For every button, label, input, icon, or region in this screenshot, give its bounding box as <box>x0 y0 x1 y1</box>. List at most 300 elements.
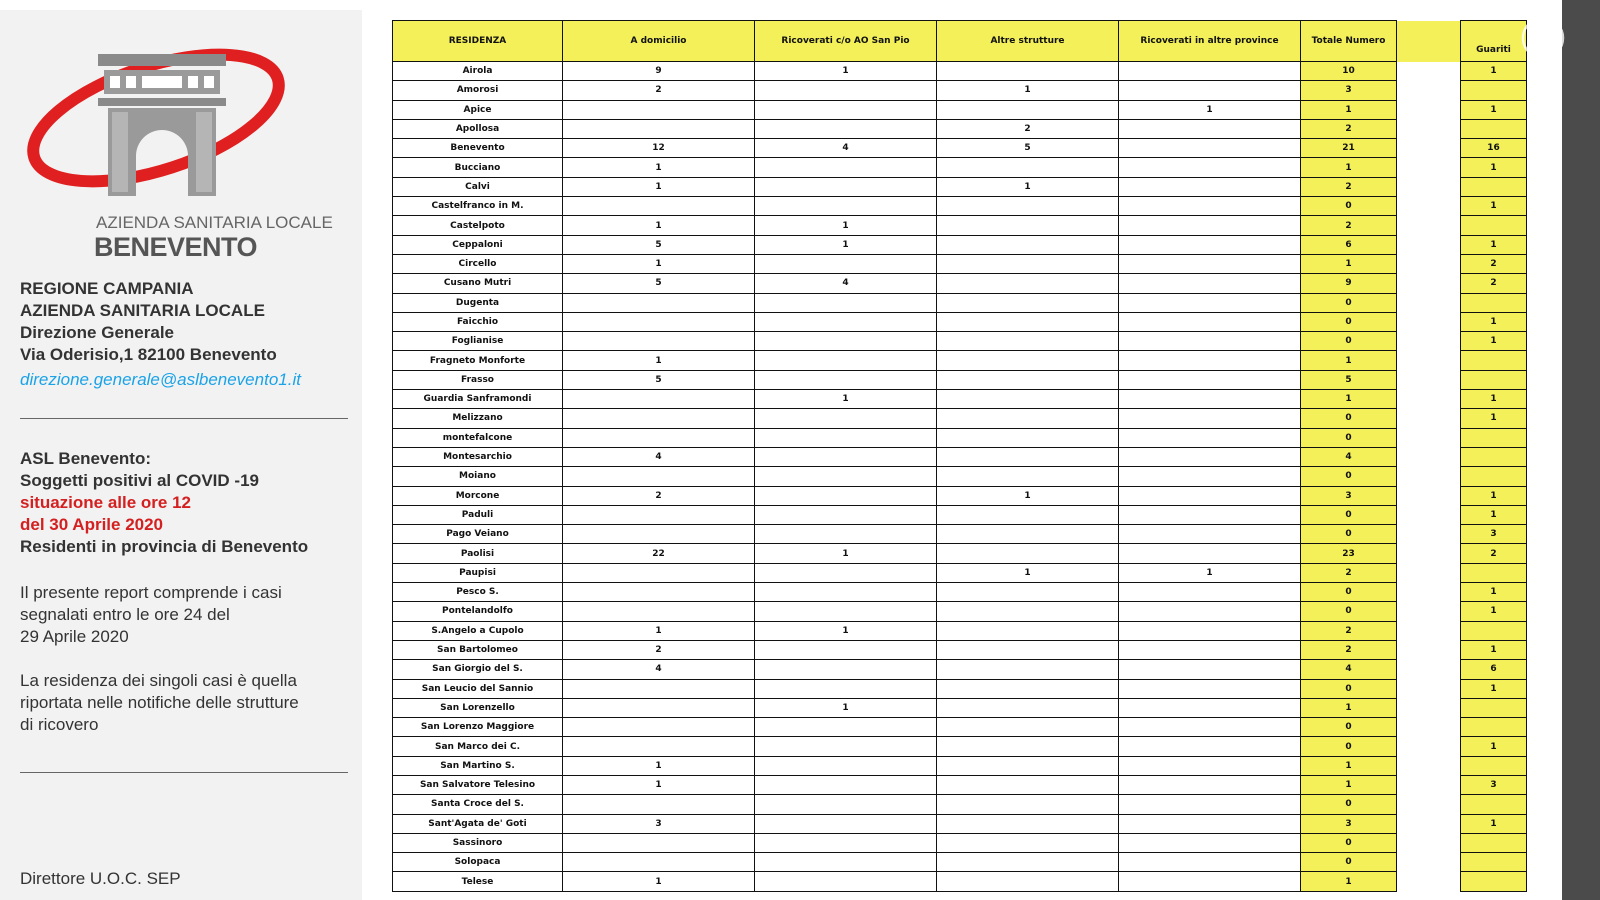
cell-totale: 9 <box>1301 274 1397 293</box>
note-line: segnalati entro le ore 24 del <box>20 605 230 624</box>
cell-ricoverati-ao <box>755 409 937 428</box>
svg-text:58: 58 <box>1529 26 1557 50</box>
cell-gap <box>1397 583 1461 602</box>
table-row <box>393 177 1527 196</box>
cell-altre-province <box>1119 351 1301 370</box>
cell-guariti: 1 <box>1461 409 1527 428</box>
cell-altre-strutture <box>937 583 1119 602</box>
cell-domicilio: 5 <box>563 274 755 293</box>
cell-gap <box>1397 718 1461 737</box>
header-domicilio: A domicilio <box>563 21 755 62</box>
cell-altre-strutture <box>937 872 1119 891</box>
scrollbar-track[interactable] <box>1562 0 1600 900</box>
situation-line: ASL Benevento: <box>20 449 151 468</box>
cell-gap <box>1397 698 1461 717</box>
cell-totale: 3 <box>1301 81 1397 100</box>
cell-guariti: 3 <box>1461 775 1527 794</box>
cell-altre-province <box>1119 235 1301 254</box>
cell-guariti: 1 <box>1461 390 1527 409</box>
cell-domicilio <box>563 100 755 119</box>
cell-altre-province <box>1119 428 1301 447</box>
cell-ricoverati-ao: 1 <box>755 62 937 81</box>
cell-ricoverati-ao <box>755 737 937 756</box>
cell-ricoverati-ao <box>755 177 937 196</box>
cell-altre-province <box>1119 833 1301 852</box>
cell-residenza: Guardia Sanframondi <box>393 390 563 409</box>
cell-altre-strutture <box>937 718 1119 737</box>
cell-totale: 3 <box>1301 486 1397 505</box>
cell-gap <box>1397 602 1461 621</box>
cell-ricoverati-ao <box>755 525 937 544</box>
cell-altre-province <box>1119 872 1301 891</box>
cell-residenza: Faicchio <box>393 312 563 331</box>
cell-altre-strutture <box>937 428 1119 447</box>
cell-residenza: Benevento <box>393 139 563 158</box>
cell-totale: 0 <box>1301 795 1397 814</box>
table-row <box>393 563 1527 582</box>
cell-residenza: Pesco S. <box>393 583 563 602</box>
cell-guariti <box>1461 370 1527 389</box>
cell-altre-strutture <box>937 853 1119 872</box>
cell-altre-province: 1 <box>1119 563 1301 582</box>
table-row <box>393 197 1527 216</box>
residence-note <box>20 670 299 736</box>
cell-gap <box>1397 216 1461 235</box>
cell-totale: 0 <box>1301 583 1397 602</box>
table-row <box>393 409 1527 428</box>
cell-totale: 1 <box>1301 158 1397 177</box>
cell-gap <box>1397 119 1461 138</box>
cell-totale: 1 <box>1301 254 1397 273</box>
cell-residenza: Telese <box>393 872 563 891</box>
cell-ricoverati-ao <box>755 197 937 216</box>
cell-guariti <box>1461 718 1527 737</box>
cell-guariti: 1 <box>1461 235 1527 254</box>
cell-residenza: Paduli <box>393 505 563 524</box>
cell-guariti: 1 <box>1461 737 1527 756</box>
table-row <box>393 370 1527 389</box>
cell-gap <box>1397 139 1461 158</box>
cell-residenza: Melizzano <box>393 409 563 428</box>
cell-altre-province <box>1119 544 1301 563</box>
cell-gap <box>1397 312 1461 331</box>
cell-guariti: 1 <box>1461 332 1527 351</box>
table-row <box>393 602 1527 621</box>
cell-altre-province <box>1119 254 1301 273</box>
cell-totale: 2 <box>1301 621 1397 640</box>
cell-gap <box>1397 447 1461 466</box>
cell-guariti <box>1461 81 1527 100</box>
cell-totale: 3 <box>1301 814 1397 833</box>
cell-domicilio <box>563 293 755 312</box>
cell-residenza: Foglianise <box>393 332 563 351</box>
cell-domicilio <box>563 409 755 428</box>
cell-ricoverati-ao <box>755 312 937 331</box>
cell-domicilio <box>563 428 755 447</box>
cell-ricoverati-ao <box>755 100 937 119</box>
table-row <box>393 467 1527 486</box>
cell-ricoverati-ao <box>755 467 937 486</box>
cell-altre-province <box>1119 775 1301 794</box>
cell-residenza: Ceppaloni <box>393 235 563 254</box>
cell-guariti: 6 <box>1461 660 1527 679</box>
cell-altre-strutture <box>937 679 1119 698</box>
header-altre-strutture: Altre strutture <box>937 21 1119 62</box>
cell-domicilio <box>563 312 755 331</box>
table-row <box>393 679 1527 698</box>
cell-domicilio <box>563 467 755 486</box>
cell-domicilio <box>563 332 755 351</box>
cell-gap <box>1397 467 1461 486</box>
cell-ricoverati-ao <box>755 775 937 794</box>
cell-residenza: Pontelandolfo <box>393 602 563 621</box>
cell-totale: 0 <box>1301 293 1397 312</box>
cell-ricoverati-ao <box>755 119 937 138</box>
table-row <box>393 833 1527 852</box>
address-block <box>20 278 277 366</box>
cell-domicilio <box>563 390 755 409</box>
cell-guariti: 1 <box>1461 486 1527 505</box>
header-guariti: Guariti <box>1461 21 1527 62</box>
cell-residenza: Calvi <box>393 177 563 196</box>
cell-ricoverati-ao: 1 <box>755 544 937 563</box>
cell-ricoverati-ao <box>755 718 937 737</box>
cell-totale: 1 <box>1301 390 1397 409</box>
cell-residenza: Moiano <box>393 467 563 486</box>
cell-gap <box>1397 351 1461 370</box>
cell-domicilio: 12 <box>563 139 755 158</box>
cell-altre-province <box>1119 737 1301 756</box>
cell-ricoverati-ao <box>755 370 937 389</box>
cell-domicilio <box>563 679 755 698</box>
cell-altre-strutture <box>937 640 1119 659</box>
cell-domicilio: 1 <box>563 872 755 891</box>
cell-altre-province <box>1119 505 1301 524</box>
cell-totale: 21 <box>1301 139 1397 158</box>
cell-altre-strutture <box>937 312 1119 331</box>
cell-altre-province <box>1119 795 1301 814</box>
cell-altre-province <box>1119 197 1301 216</box>
cell-guariti: 1 <box>1461 679 1527 698</box>
cell-altre-strutture: 5 <box>937 139 1119 158</box>
cell-altre-province <box>1119 409 1301 428</box>
cell-residenza: Cusano Mutri <box>393 274 563 293</box>
cell-gap <box>1397 660 1461 679</box>
cell-domicilio <box>563 602 755 621</box>
cell-guariti <box>1461 853 1527 872</box>
cell-ricoverati-ao <box>755 833 937 852</box>
cell-residenza: San Salvatore Telesino <box>393 775 563 794</box>
cell-gap <box>1397 100 1461 119</box>
cell-ricoverati-ao <box>755 679 937 698</box>
cell-altre-province <box>1119 602 1301 621</box>
cell-totale: 0 <box>1301 833 1397 852</box>
cell-guariti: 1 <box>1461 583 1527 602</box>
cell-altre-province <box>1119 332 1301 351</box>
table-row <box>393 795 1527 814</box>
cell-totale: 2 <box>1301 563 1397 582</box>
cell-altre-province <box>1119 698 1301 717</box>
cell-domicilio <box>563 583 755 602</box>
cell-altre-strutture <box>937 390 1119 409</box>
header-residenza: RESIDENZA <box>393 21 563 62</box>
table-row <box>393 332 1527 351</box>
cell-domicilio <box>563 737 755 756</box>
cell-residenza: Frasso <box>393 370 563 389</box>
cell-altre-strutture: 2 <box>937 119 1119 138</box>
cell-residenza: Montesarchio <box>393 447 563 466</box>
cell-residenza: Amorosi <box>393 81 563 100</box>
table-row <box>393 254 1527 273</box>
cell-ricoverati-ao <box>755 563 937 582</box>
table-row <box>393 139 1527 158</box>
cell-gap <box>1397 756 1461 775</box>
cell-residenza: San Marco dei C. <box>393 737 563 756</box>
cell-residenza: Castelfranco in M. <box>393 197 563 216</box>
cell-ricoverati-ao <box>755 640 937 659</box>
cell-totale: 1 <box>1301 698 1397 717</box>
table-row <box>393 351 1527 370</box>
table-row <box>393 447 1527 466</box>
cell-residenza: San Bartolomeo <box>393 640 563 659</box>
cell-gap <box>1397 814 1461 833</box>
cell-altre-province <box>1119 158 1301 177</box>
table-row <box>393 621 1527 640</box>
cell-guariti: 1 <box>1461 602 1527 621</box>
cell-guariti <box>1461 467 1527 486</box>
cell-gap <box>1397 293 1461 312</box>
cell-altre-strutture: 1 <box>937 563 1119 582</box>
cell-domicilio: 1 <box>563 177 755 196</box>
cell-totale: 2 <box>1301 216 1397 235</box>
cell-altre-strutture <box>937 197 1119 216</box>
note-line: di ricovero <box>20 715 99 734</box>
cell-altre-strutture <box>937 332 1119 351</box>
cell-residenza: S.Angelo a Cupolo <box>393 621 563 640</box>
cell-domicilio <box>563 853 755 872</box>
cell-gap <box>1397 737 1461 756</box>
cell-totale: 0 <box>1301 197 1397 216</box>
cell-domicilio <box>563 563 755 582</box>
table-header-row <box>393 21 1527 62</box>
table-row <box>393 544 1527 563</box>
cell-altre-strutture <box>937 293 1119 312</box>
cell-residenza: Airola <box>393 62 563 81</box>
cell-ricoverati-ao <box>755 795 937 814</box>
cell-ricoverati-ao: 1 <box>755 698 937 717</box>
cell-guariti: 16 <box>1461 139 1527 158</box>
table-row <box>393 235 1527 254</box>
cell-altre-province <box>1119 312 1301 331</box>
table-row <box>393 274 1527 293</box>
cell-gap <box>1397 853 1461 872</box>
cell-gap <box>1397 872 1461 891</box>
cell-gap <box>1397 177 1461 196</box>
cell-totale: 2 <box>1301 177 1397 196</box>
cell-ricoverati-ao <box>755 486 937 505</box>
cell-ricoverati-ao <box>755 505 937 524</box>
cell-residenza: Sassinoro <box>393 833 563 852</box>
table-row <box>393 390 1527 409</box>
cell-altre-strutture <box>937 467 1119 486</box>
cell-gap <box>1397 370 1461 389</box>
cell-ricoverati-ao <box>755 332 937 351</box>
situation-date: del 30 Aprile 2020 <box>20 515 164 534</box>
table-row <box>393 718 1527 737</box>
cell-gap <box>1397 525 1461 544</box>
cell-domicilio: 2 <box>563 640 755 659</box>
cell-guariti: 1 <box>1461 100 1527 119</box>
cell-altre-province <box>1119 660 1301 679</box>
cell-residenza: Apollosa <box>393 119 563 138</box>
cell-gap <box>1397 197 1461 216</box>
cell-altre-strutture <box>937 544 1119 563</box>
cell-totale: 0 <box>1301 853 1397 872</box>
cell-residenza: Santa Croce del S. <box>393 795 563 814</box>
table-row <box>393 293 1527 312</box>
cell-residenza: Castelpoto <box>393 216 563 235</box>
cell-residenza: Apice <box>393 100 563 119</box>
cell-domicilio: 22 <box>563 544 755 563</box>
header-totale: Totale Numero <box>1301 21 1397 62</box>
cell-domicilio: 2 <box>563 81 755 100</box>
cell-domicilio: 1 <box>563 216 755 235</box>
cell-ricoverati-ao: 1 <box>755 235 937 254</box>
cell-guariti: 1 <box>1461 640 1527 659</box>
cell-altre-province <box>1119 81 1301 100</box>
cell-altre-strutture <box>937 447 1119 466</box>
cell-totale: 0 <box>1301 679 1397 698</box>
table-row <box>393 505 1527 524</box>
table-row <box>393 640 1527 659</box>
cell-guariti <box>1461 428 1527 447</box>
divider <box>20 418 348 419</box>
cell-altre-province <box>1119 583 1301 602</box>
header-gap <box>1397 21 1461 62</box>
cell-totale: 0 <box>1301 312 1397 331</box>
cell-gap <box>1397 505 1461 524</box>
cell-totale: 2 <box>1301 119 1397 138</box>
cell-gap <box>1397 274 1461 293</box>
cell-altre-province <box>1119 177 1301 196</box>
cell-altre-strutture <box>937 274 1119 293</box>
cell-totale: 0 <box>1301 602 1397 621</box>
cell-guariti <box>1461 293 1527 312</box>
cell-guariti: 1 <box>1461 814 1527 833</box>
cell-residenza: San Leucio del Sannio <box>393 679 563 698</box>
cell-altre-strutture: 1 <box>937 81 1119 100</box>
cell-altre-strutture <box>937 216 1119 235</box>
cell-residenza: Paolisi <box>393 544 563 563</box>
cell-gap <box>1397 640 1461 659</box>
cell-totale: 0 <box>1301 332 1397 351</box>
cell-residenza: Fragneto Monforte <box>393 351 563 370</box>
cell-domicilio: 1 <box>563 254 755 273</box>
cell-altre-strutture <box>937 370 1119 389</box>
cell-guariti <box>1461 795 1527 814</box>
table-row <box>393 312 1527 331</box>
cell-guariti: 1 <box>1461 312 1527 331</box>
table-row <box>393 62 1527 81</box>
cell-guariti: 2 <box>1461 274 1527 293</box>
table-row <box>393 525 1527 544</box>
note-line: 29 Aprile 2020 <box>20 627 129 646</box>
cell-altre-strutture <box>937 505 1119 524</box>
cell-domicilio: 1 <box>563 158 755 177</box>
cell-altre-province <box>1119 679 1301 698</box>
address-line: REGIONE CAMPANIA <box>20 279 194 298</box>
table-row <box>393 660 1527 679</box>
cell-domicilio <box>563 525 755 544</box>
cell-guariti <box>1461 447 1527 466</box>
cell-domicilio: 4 <box>563 447 755 466</box>
situation-time: situazione alle ore 12 <box>20 493 192 512</box>
cell-guariti <box>1461 216 1527 235</box>
cell-domicilio <box>563 119 755 138</box>
cell-gap <box>1397 254 1461 273</box>
table-row <box>393 81 1527 100</box>
cell-altre-province <box>1119 293 1301 312</box>
cell-totale: 0 <box>1301 718 1397 737</box>
logo-title: BENEVENTO <box>94 232 258 262</box>
cell-altre-province <box>1119 640 1301 659</box>
cell-totale: 0 <box>1301 409 1397 428</box>
cell-residenza: Dugenta <box>393 293 563 312</box>
address-line: Via Oderisio,1 82100 Benevento <box>20 345 277 364</box>
cell-totale: 0 <box>1301 428 1397 447</box>
cell-gap <box>1397 332 1461 351</box>
cell-totale: 0 <box>1301 737 1397 756</box>
table-row <box>393 814 1527 833</box>
cell-domicilio: 1 <box>563 621 755 640</box>
situation-line: Residenti in provincia di Benevento <box>20 537 309 556</box>
cell-domicilio: 5 <box>563 235 755 254</box>
cell-gap <box>1397 62 1461 81</box>
cell-altre-strutture <box>937 254 1119 273</box>
cell-altre-province <box>1119 390 1301 409</box>
cell-ricoverati-ao: 4 <box>755 274 937 293</box>
cell-altre-province <box>1119 216 1301 235</box>
cell-domicilio <box>563 833 755 852</box>
cell-ricoverati-ao <box>755 853 937 872</box>
cell-altre-province <box>1119 814 1301 833</box>
svg-text:AZIENDA SANITARIA LOCALE: AZIENDA SANITARIA LOCALE <box>96 213 333 232</box>
cell-guariti <box>1461 621 1527 640</box>
table-row <box>393 158 1527 177</box>
cell-guariti <box>1461 698 1527 717</box>
table-row <box>393 428 1527 447</box>
cell-guariti <box>1461 756 1527 775</box>
cell-guariti: 1 <box>1461 62 1527 81</box>
cell-domicilio <box>563 698 755 717</box>
table-row <box>393 698 1527 717</box>
cell-gap <box>1397 833 1461 852</box>
cell-ricoverati-ao <box>755 293 937 312</box>
cell-guariti <box>1461 563 1527 582</box>
email-link[interactable]: direzione.generale@aslbenevento1.it <box>20 370 301 389</box>
cell-residenza: San Lorenzello <box>393 698 563 717</box>
cell-domicilio: 1 <box>563 351 755 370</box>
header-ricoverati-ao: Ricoverati c/o AO San Pio <box>755 21 937 62</box>
cell-gap <box>1397 486 1461 505</box>
table-row <box>393 853 1527 872</box>
note-line: La residenza dei singoli casi è quella <box>20 671 297 690</box>
cell-altre-strutture <box>937 775 1119 794</box>
cell-ricoverati-ao <box>755 447 937 466</box>
cell-domicilio: 2 <box>563 486 755 505</box>
cell-guariti <box>1461 177 1527 196</box>
cell-residenza: San Lorenzo Maggiore <box>393 718 563 737</box>
